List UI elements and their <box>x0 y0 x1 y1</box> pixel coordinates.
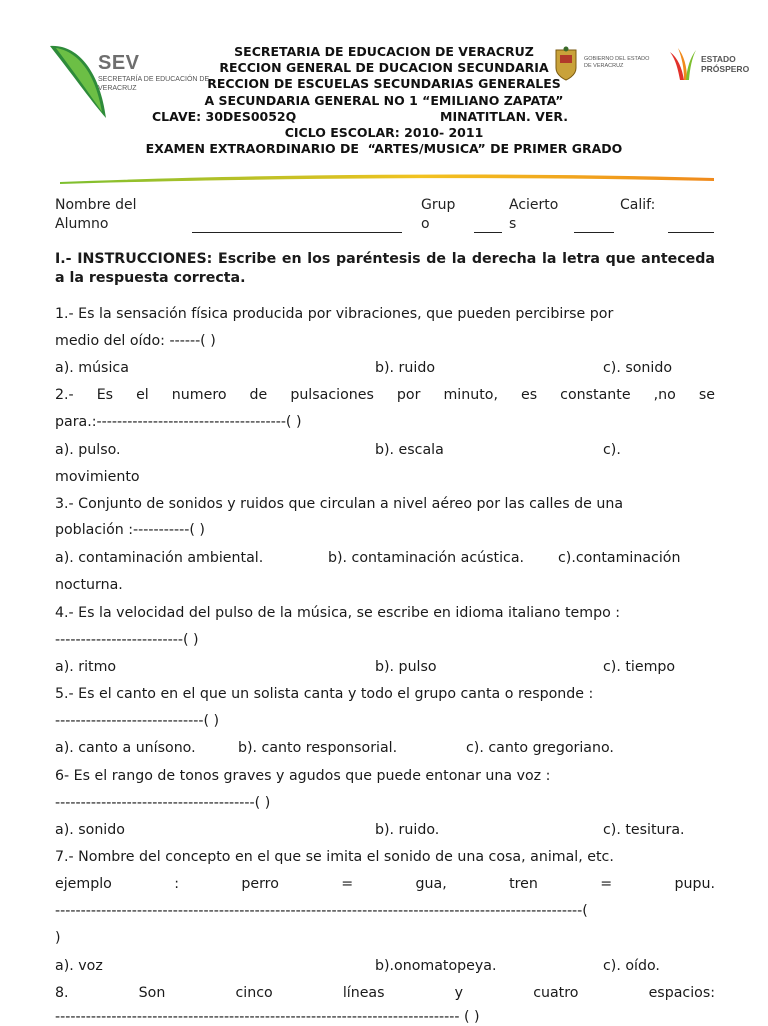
q2-word: se <box>698 387 715 403</box>
q2-word: minuto, <box>443 387 498 403</box>
q2-option-c-continued: movimiento <box>55 469 140 485</box>
q8-word: y <box>454 985 464 1001</box>
prospero-mark-icon <box>668 46 698 82</box>
hits-label-line-1: Acierto <box>509 197 559 213</box>
q3-option-a: a). contaminación ambiental. <box>55 550 264 566</box>
q3-option-c: c).contaminación <box>558 550 681 566</box>
q7-option-a: a). voz <box>55 958 103 974</box>
q2-word: es <box>521 387 538 403</box>
q7-option-c: c). oído. <box>603 958 660 974</box>
q8-word: 8. <box>55 985 69 1001</box>
sev-logo-subtext: SECRETARÍA DE EDUCACIÓN DE VERACRUZ <box>98 76 210 92</box>
q2-word: el <box>136 387 149 403</box>
question-1-blank: medio del oído: ------( ) <box>55 333 216 349</box>
group-label-line-2: o <box>421 216 430 232</box>
q3-option-c-continued: nocturna. <box>55 577 123 593</box>
q1-option-a: a). música <box>55 360 129 376</box>
clave-row <box>100 109 668 125</box>
student-name-label-line-1: Nombre del <box>55 197 137 213</box>
q7-word: perro <box>241 876 279 892</box>
q7-word: gua, <box>415 876 447 892</box>
q8-word: cinco <box>235 985 273 1001</box>
q6-option-b: b). ruido. <box>375 822 440 838</box>
question-7-example <box>55 875 715 893</box>
question-7-blank-end: ) <box>55 930 61 946</box>
question-4-blank: -------------------------( ) <box>55 632 199 648</box>
hits-label-line-2: s <box>509 216 517 232</box>
instructions: I.- INSTRUCCIONES: Escribe en los paréntesis de la derecha la letra que anteceda a la respuesta correcta. <box>55 251 715 286</box>
header-line-4: A SECUNDARIA GENERAL NO 1 “EMILIANO ZAPATA” <box>204 92 564 108</box>
prospero-text <box>701 54 749 74</box>
q2-word: constante <box>560 387 631 403</box>
q2-option-a: a). pulso. <box>55 442 121 458</box>
q2-word: Es <box>96 387 114 403</box>
school-clave: CLAVE: 30DES0052Q <box>152 108 297 124</box>
q7-word: = <box>341 876 354 892</box>
q2-word: pulsaciones <box>290 387 374 403</box>
question-6-text: 6- Es el rango de tonos graves y agudos que puede entonar una voz : <box>55 768 551 784</box>
grade-label: Calif: <box>620 197 656 213</box>
exam-title: EXAMEN EXTRAORDINARIO DE “ARTES/MUSICA” DE PRIMER GRADO <box>145 141 623 157</box>
student-name-label <box>55 196 136 234</box>
school-location: MINATITLAN. VER. <box>440 108 568 124</box>
estado-prospero-logo <box>668 46 758 86</box>
q2-word: de <box>249 387 268 403</box>
header-stripe <box>60 172 714 184</box>
question-8-blank: ------------------------------------------------------------------------------- ( ) <box>55 1009 480 1025</box>
school-cycle: CICLO ESCOLAR: 2010- 2011 <box>284 124 484 140</box>
q6-option-a: a). sonido <box>55 822 125 838</box>
q5-option-a: a). canto a unísono. <box>55 740 196 756</box>
state-seal-icon <box>552 46 580 82</box>
q1-option-c: c). sonido <box>603 360 673 376</box>
question-7-text: 7.- Nombre del concepto en el que se imita el sonido de una cosa, animal, etc. <box>55 849 614 865</box>
prospero-text-line-2: PRÓSPERO <box>701 64 750 74</box>
q7-word: pupu. <box>674 876 715 892</box>
group-field[interactable] <box>474 232 502 233</box>
q6-option-c: c). tesitura. <box>603 822 685 838</box>
school-header <box>100 44 668 157</box>
prospero-text-line-1: ESTADO <box>701 54 736 64</box>
q3-option-b: b). contaminación acústica. <box>328 550 525 566</box>
question-2-text <box>55 386 715 404</box>
q7-word: = <box>600 876 613 892</box>
header-line-3: RECCION DE ESCUELAS SECUNDARIAS GENERALES <box>207 76 561 92</box>
q7-word: : <box>174 876 179 892</box>
q2-word: ,no <box>653 387 676 403</box>
question-4-text: 4.- Es la velocidad del pulso de la música, se escribe en idioma italiano tempo : <box>55 605 621 621</box>
question-1-text <box>55 305 715 323</box>
question-2-blank: para.:-------------------------------------( ) <box>55 414 302 430</box>
hits-field[interactable] <box>574 232 614 233</box>
question-1-line-1: 1.- Es la sensación física producida por vibraciones, que pueden percibirse por <box>55 306 614 322</box>
header-line-1: SECRETARIA DE EDUCACION DE VERACRUZ <box>234 44 534 59</box>
header-line-2: RECCION GENERAL DE DUCACION SECUNDARIA <box>219 60 549 76</box>
question-7-blank: -------------------------------------------------------------------------------------------------------( <box>55 903 588 919</box>
group-label <box>421 196 455 234</box>
q5-option-b: b). canto responsorial. <box>238 740 398 756</box>
q2-option-c: c). <box>603 442 621 458</box>
q7-word: tren <box>509 876 538 892</box>
q8-word: líneas <box>342 985 385 1001</box>
q5-option-c: c). canto gregoriano. <box>466 740 614 756</box>
question-3-blank: población :-----------( ) <box>55 522 205 538</box>
q2-word: 2.- <box>55 387 74 403</box>
q4-option-a: a). ritmo <box>55 659 117 675</box>
student-name-label-line-2: Alumno <box>55 216 109 232</box>
gobierno-text: GOBIERNO DEL ESTADO DE VERACRUZ <box>584 56 650 69</box>
q4-option-c: c). tiempo <box>603 659 676 675</box>
q2-word: por <box>396 387 421 403</box>
q7-word: ejemplo <box>55 876 112 892</box>
question-8-text <box>55 984 715 1002</box>
question-6-blank: ---------------------------------------( ) <box>55 795 271 811</box>
group-label-line-1: Grup <box>421 197 456 213</box>
q2-word: numero <box>171 387 227 403</box>
question-5-text: 5.- Es el canto en el que un solista canta y todo el grupo canta o responde : <box>55 686 594 702</box>
grade-field[interactable] <box>668 232 714 233</box>
hits-label <box>509 196 558 234</box>
q8-word: cuatro <box>533 985 579 1001</box>
q8-word: espacios: <box>648 985 715 1001</box>
q4-option-b: b). pulso <box>375 659 437 675</box>
sev-logo-text: SEV <box>98 52 140 74</box>
q1-option-b: b). ruido <box>375 360 436 376</box>
student-name-field[interactable] <box>192 232 402 233</box>
q7-option-b: b).onomatopeya. <box>375 958 497 974</box>
q8-word: Son <box>138 985 166 1001</box>
q2-option-b: b). escala <box>375 442 444 458</box>
question-3-text: 3.- Conjunto de sonidos y ruidos que circulan a nivel aéreo por las calles de una <box>55 496 624 512</box>
question-5-blank: -----------------------------( ) <box>55 713 220 729</box>
